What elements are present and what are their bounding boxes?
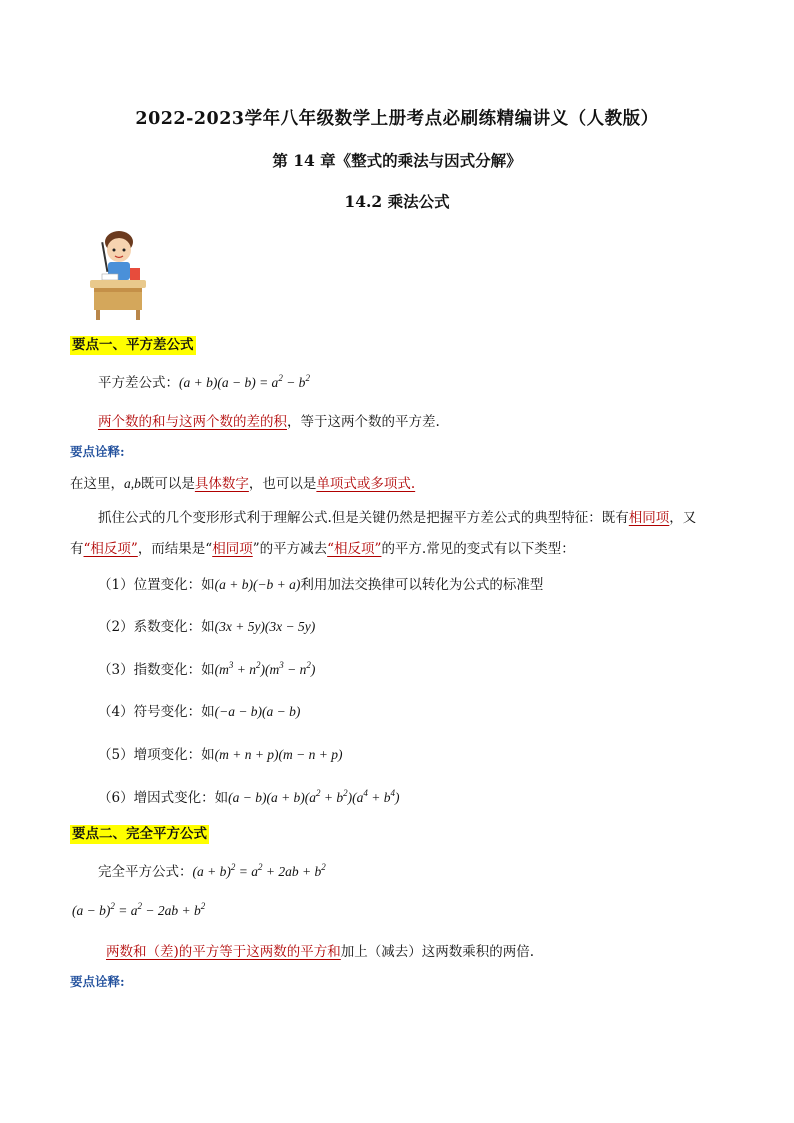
perfect-square-formula-sum: 完全平方公式：$(a + b)^2 = a^2 + 2ab + b^2$ — [98, 862, 326, 880]
variant-added-factor: （6）增因式变化：如$(a - b)(a + b)(a^2 + b^2)(a^4 + b^4)$ — [98, 788, 400, 806]
variant-exponent: （3）指数变化：如$(m^3 + n^2)(m^3 - n^2)$ — [98, 660, 316, 678]
variant-coefficient: （2）系数变化：如(3x + 5y)(3x − 5y) — [98, 619, 316, 635]
student-at-desk-illustration — [82, 228, 152, 322]
section2-heading: 要点二、完全平方公式 — [72, 826, 207, 842]
variant-position: （1）位置变化：如(a + b)(−b + a)利用加法交换律可以转化为公式的标准型 — [98, 577, 544, 593]
perfect-square-formula-difference: $(a - b)^2 = a^2 - 2ab + b^2$ — [72, 901, 206, 918]
notes2-heading: 要点诠释: — [70, 974, 125, 989]
perfect-square-statement: 两数和（差)的平方等于这两数的平方和加上（减去）这两数乘积的两倍. — [106, 944, 535, 960]
notes1-line3: 有“相反项”，而结果是“相同项”的平方减去“相反项”的平方.常见的变式有以下类型： — [70, 541, 575, 557]
difference-of-squares-statement: 两个数的和与这两个数的差的积，等于这两个数的平方差. — [98, 414, 440, 430]
variant-added-term: （5）增项变化：如(m + n + p)(m − n + p) — [98, 747, 343, 763]
formula-label: 平方差公式： — [98, 375, 179, 391]
chapter-title: 第 14 章《整式的乘法与因式分解》 — [272, 151, 522, 170]
notes1-heading: 要点诠释: — [70, 444, 125, 459]
notes1-line2: 抓住公式的几个变形形式利于理解公式.但是关键仍然是把握平方差公式的典型特征：既有相同项，又 — [98, 510, 697, 526]
variant-sign: （4）符号变化：如(−a − b)(a − b) — [98, 704, 301, 720]
document-title: 2022-2023学年八年级数学上册考点必刷练精编讲义（人教版） — [135, 109, 659, 129]
section1-heading: 要点一、平方差公式 — [72, 337, 194, 353]
section-title: 14.2 乘法公式 — [344, 192, 450, 211]
difference-of-squares-formula: 平方差公式：$(a + b)(a - b) = a^2 - b^2$ — [98, 373, 310, 391]
notes1-line1: 在这里，a,b既可以是具体数字，也可以是单项式或多项式. — [70, 476, 416, 492]
